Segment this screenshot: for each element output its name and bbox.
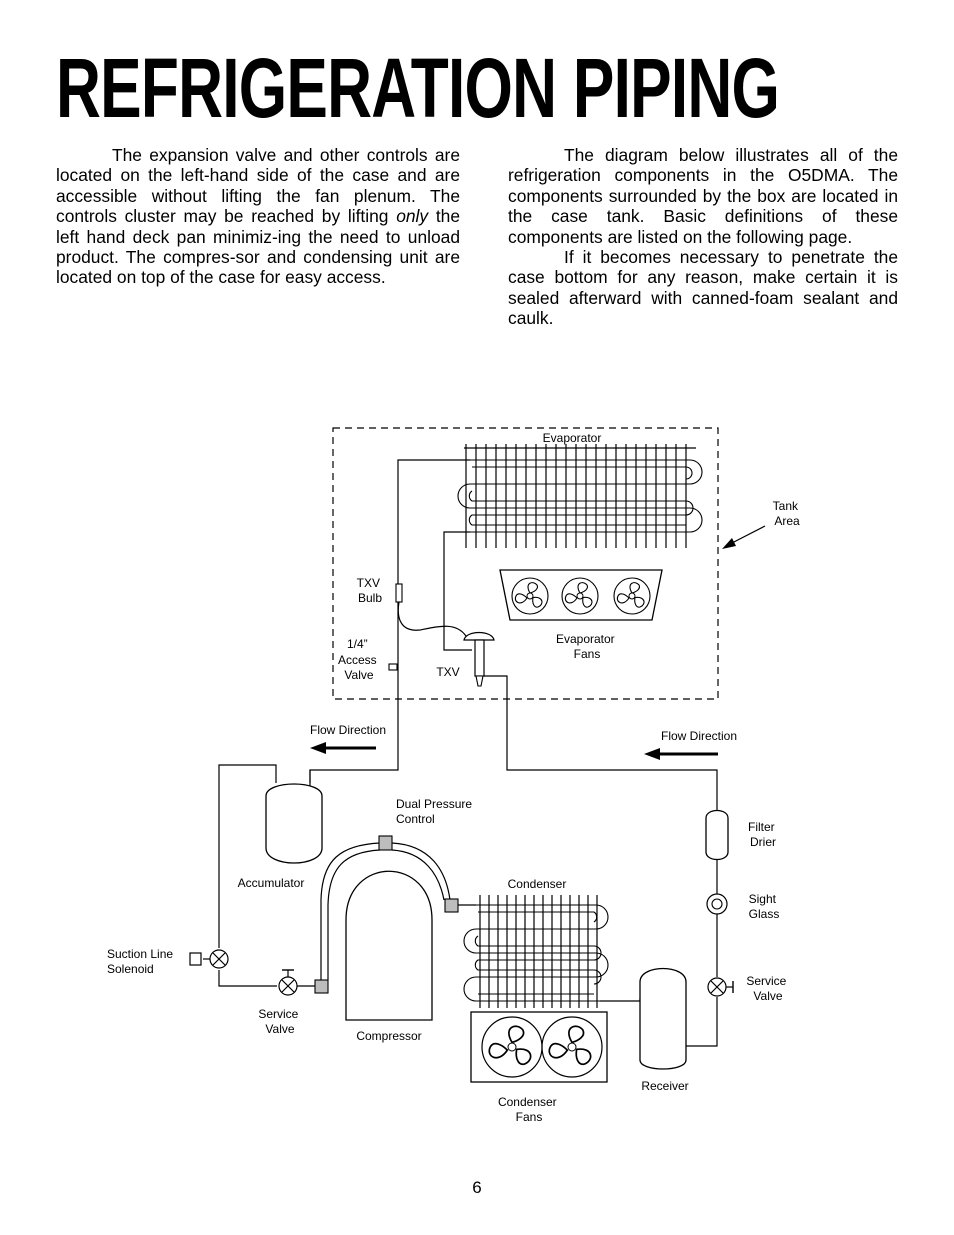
label-compressor: Compressor <box>356 1029 422 1043</box>
label-accumulator: Accumulator <box>237 876 305 890</box>
label-sight-glass: Sight Glass <box>748 892 780 921</box>
condenser-fans <box>471 1012 607 1082</box>
label-tank-area: Tank Area <box>772 499 800 528</box>
receiver-outlet <box>686 997 717 1046</box>
label-txv-bulb: TXV Bulb <box>356 576 383 605</box>
sealing-paragraph: If it becomes necessary to penetrate the case bottom for any reason, make certain it is sealed afterward with canned-foam sealant and caulk. <box>508 247 898 329</box>
sight-glass <box>707 894 727 914</box>
label-receiver: Receiver <box>641 1079 689 1093</box>
suction-return-line <box>219 970 277 986</box>
capillary-tube <box>398 602 466 636</box>
label-access-valve: 1/4” Access Valve <box>337 637 377 682</box>
label-condenser-fans: Condenser Fans <box>497 1095 557 1124</box>
emphasis-text: only <box>396 206 429 227</box>
condenser-coil <box>464 895 608 1008</box>
label-flow-direction-left: Flow Direction <box>309 723 387 737</box>
label-evaporator-fans: Evaporator Fans <box>555 632 615 661</box>
tank-area-pointer <box>722 526 765 549</box>
page-number: 6 <box>472 1178 482 1197</box>
label-service-valve-right: Service Valve <box>746 974 787 1003</box>
evaporator-coil <box>458 444 702 548</box>
condenser-to-receiver <box>600 998 640 1001</box>
receiver <box>640 969 686 1070</box>
flow-arrow-left <box>310 742 376 754</box>
paragraph-text: the left hand deck pan minimiz-ing the need to unload product. The compres-sor and condensing unit are located on top of the case for easy access. <box>56 206 460 288</box>
flow-arrow-right <box>644 748 718 760</box>
label-suction-line-solenoid: Suction Line Solenoid <box>107 947 174 976</box>
filter-drier <box>706 811 728 860</box>
service-valve-suction <box>279 970 297 995</box>
txv-outlet-line <box>444 532 472 650</box>
label-txv: TXV <box>436 665 460 679</box>
discharge-port <box>445 899 458 912</box>
txv-valve <box>464 633 494 687</box>
paragraph-text: The expansion valve and other controls are located on the left-hand side of the case and are accessible without lifting the fan plenum. The controls cluster may be reached by lifting <box>56 145 460 227</box>
liquid-line <box>484 676 717 812</box>
suction-line-solenoid <box>190 950 228 968</box>
compressor-suction-port <box>315 980 328 993</box>
label-evaporator: Evaporator <box>542 431 602 445</box>
label-condenser: Condenser <box>507 877 567 891</box>
label-filter-drier: Filter Drier <box>747 820 776 849</box>
label-flow-direction-right: Flow Direction <box>660 729 738 743</box>
txv-bulb <box>396 584 402 602</box>
label-service-valve-left: Service Valve <box>258 1007 299 1036</box>
dual-pressure-control <box>379 836 392 850</box>
label-dual-pressure-control: Dual Pressure Control <box>396 797 473 826</box>
service-valve-liquid <box>708 978 733 996</box>
accumulator <box>266 784 322 863</box>
evaporator-fans <box>500 570 662 620</box>
access-valve <box>389 664 397 670</box>
diagram-intro-paragraph: The diagram below illustrates all of the refrigeration components in the O5DMA. The components surrounded by the box are located in the case tank. Basic definitions of these components are listed on the following page. <box>508 145 898 247</box>
compressor <box>346 871 432 1020</box>
page-title: REFRIGERATION PIPING <box>56 41 780 135</box>
